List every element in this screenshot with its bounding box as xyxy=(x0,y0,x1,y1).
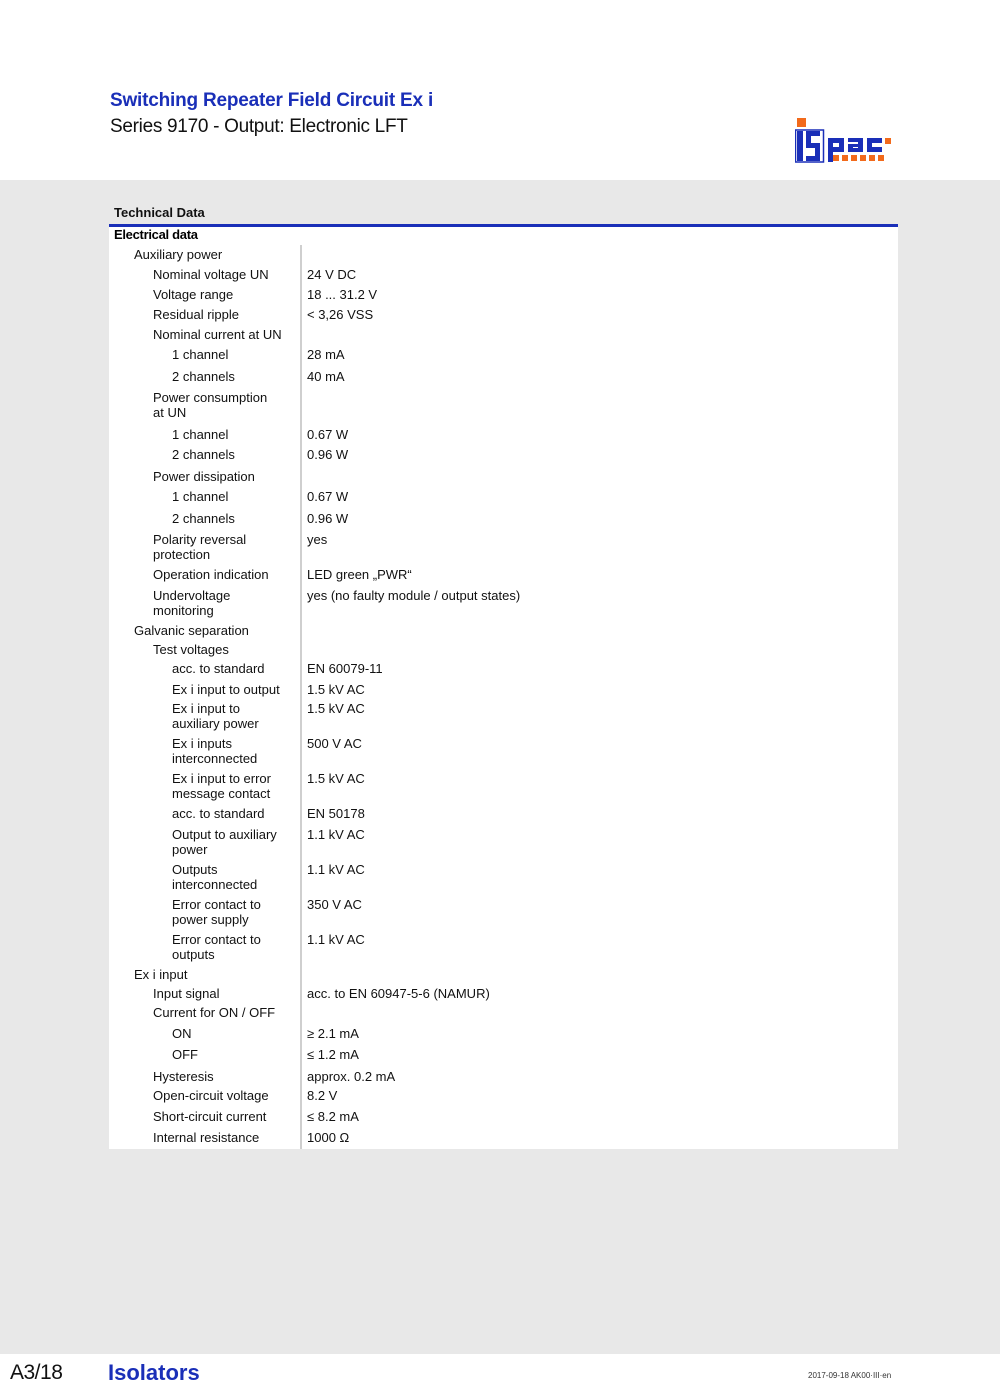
spec-value: ≤ 8.2 mA xyxy=(307,1109,359,1124)
spec-label: Ex i input to error message contact xyxy=(172,771,271,801)
spec-value: 500 V AC xyxy=(307,736,362,751)
spec-value: yes (no faulty module / output states) xyxy=(307,588,521,603)
section-title: Technical Data xyxy=(114,205,205,220)
spec-label: 2 channels xyxy=(172,511,235,526)
spec-label: Polarity reversal protection xyxy=(153,532,247,562)
spec-label: Output to auxiliary power xyxy=(172,827,277,857)
spec-value: 1.1 kV AC xyxy=(307,827,365,842)
document-subtitle: Series 9170 - Output: Electronic LFT xyxy=(110,116,408,137)
spec-label: Power dissipation xyxy=(153,469,255,484)
spec-value: 350 V AC xyxy=(307,897,362,912)
spec-label: 2 channels xyxy=(172,369,235,384)
spec-value: 8.2 V xyxy=(307,1088,338,1103)
group-heading: Electrical data xyxy=(114,227,198,242)
spec-value: 24 V DC xyxy=(307,267,357,282)
technical-data-table xyxy=(109,227,898,1149)
spec-label: Voltage range xyxy=(153,287,234,302)
spec-label: Error contact to outputs xyxy=(172,932,261,962)
spec-label: Power consumption at UN xyxy=(153,390,268,420)
spec-label: Galvanic separation xyxy=(134,623,249,638)
spec-label: Nominal current at UN xyxy=(153,327,282,342)
column-divider xyxy=(300,245,302,1149)
spec-value: 1.1 kV AC xyxy=(307,862,365,877)
spec-label: 1 channel xyxy=(172,427,229,442)
spec-label: ON xyxy=(172,1026,192,1041)
page-number: A3/18 xyxy=(10,1361,63,1384)
spec-value: yes xyxy=(307,532,328,547)
spec-value: ≥ 2.1 mA xyxy=(307,1026,359,1041)
spec-label: Nominal voltage UN xyxy=(153,267,269,282)
spec-value: approx. 0.2 mA xyxy=(307,1069,396,1084)
spec-label: Operation indication xyxy=(153,567,269,582)
spec-label: Input signal xyxy=(153,986,220,1001)
spec-value: 1.5 kV AC xyxy=(307,701,365,716)
spec-label: Hysteresis xyxy=(153,1069,214,1084)
spec-value: 1.5 kV AC xyxy=(307,771,365,786)
spec-value: ≤ 1.2 mA xyxy=(307,1047,359,1062)
spec-label: acc. to standard xyxy=(172,661,265,676)
spec-value: 28 mA xyxy=(307,347,345,362)
spec-label: Error contact to power supply xyxy=(172,897,261,927)
spec-value: 0.96 W xyxy=(307,447,349,462)
spec-label: Test voltages xyxy=(153,642,229,657)
ispac-logo xyxy=(795,118,899,166)
spec-value: < 3,26 VSS xyxy=(307,307,374,322)
spec-value: 0.67 W xyxy=(307,427,349,442)
spec-value: 40 mA xyxy=(307,369,345,384)
spec-value: LED green „PWR“ xyxy=(307,567,412,582)
spec-value: 18 ... 31.2 V xyxy=(307,287,378,302)
footer-category: Isolators xyxy=(108,1360,200,1385)
spec-label: 2 channels xyxy=(172,447,235,462)
spec-value: EN 60079-11 xyxy=(307,661,383,676)
document-reference: 2017-09-18 AK00·III·en xyxy=(808,1371,892,1380)
spec-label: Current for ON / OFF xyxy=(153,1005,276,1020)
spec-value: 1.5 kV AC xyxy=(307,682,365,697)
spec-value: 0.96 W xyxy=(307,511,349,526)
spec-label: 1 channel xyxy=(172,347,229,362)
spec-label: 1 channel xyxy=(172,489,229,504)
spec-label: Internal resistance xyxy=(153,1130,260,1145)
spec-label: Undervoltage monitoring xyxy=(153,588,231,618)
spec-value: EN 50178 xyxy=(307,806,365,821)
spec-value: 0.67 W xyxy=(307,489,349,504)
spec-value: acc. to EN 60947-5-6 (NAMUR) xyxy=(307,986,490,1001)
spec-label: Ex i input to auxiliary power xyxy=(172,701,259,731)
spec-label: acc. to standard xyxy=(172,806,265,821)
spec-label: Outputs interconnected xyxy=(172,862,258,892)
spec-label: Ex i input xyxy=(134,967,188,982)
document-title: Switching Repeater Field Circuit Ex i xyxy=(110,90,434,111)
spec-label: Auxiliary power xyxy=(134,247,223,262)
spec-value: 1000 Ω xyxy=(307,1130,350,1145)
spec-label: Residual ripple xyxy=(153,307,239,322)
spec-label: Ex i input to output xyxy=(172,682,280,697)
spec-value: 1.1 kV AC xyxy=(307,932,365,947)
spec-label: Ex i inputs interconnected xyxy=(172,736,258,766)
spec-label: Short-circuit current xyxy=(153,1109,267,1124)
spec-label: Open-circuit voltage xyxy=(153,1088,269,1103)
spec-label: OFF xyxy=(172,1047,198,1062)
